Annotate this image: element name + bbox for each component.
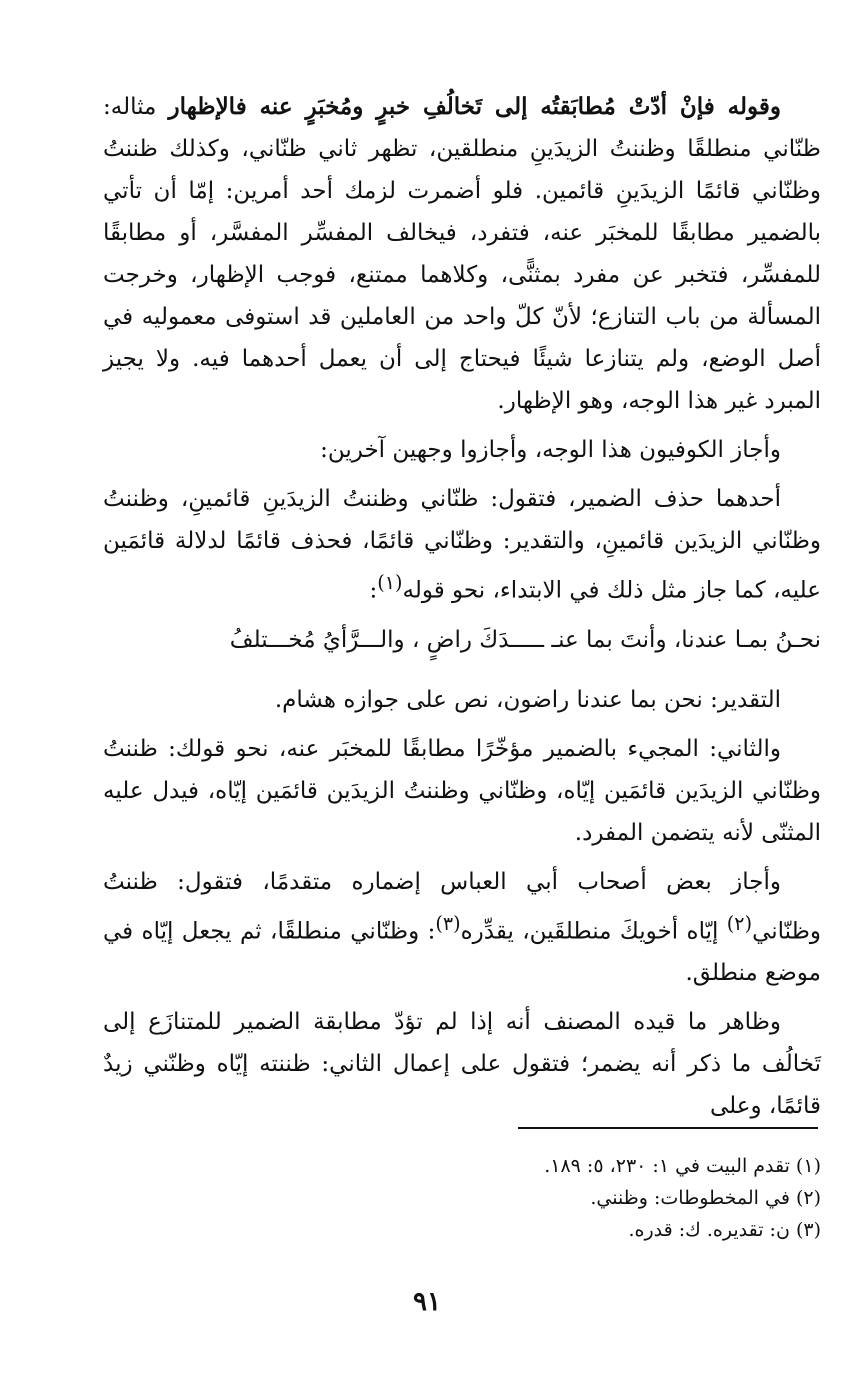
paragraph-text: إيّاه أخويكَ منطلقَين، يقدِّره [460, 918, 727, 945]
quoted-matn: وقوله فإنْ أدّتْ مُطابَقتُه إلى تَخالُفِ خبرٍ ومُخبَرٍ عنه فالإظهار [168, 93, 781, 120]
paragraph-text: وأجاز بعض أصحاب أبي العباس إضماره متقدمًا، فتقول: ظننتُ وظنّاني [103, 868, 821, 945]
paragraph-text: وأجاز الكوفيون هذا الوجه، وأجازوا وجهين آخرين: [320, 437, 781, 463]
paragraph-3 [103, 478, 821, 612]
footnote-3: (٣) ن: تقديره. ك: قدره. [628, 1219, 821, 1241]
paragraph-4 [103, 679, 821, 721]
footnote-2: (٢) في المخطوطات: وظنني. [590, 1187, 821, 1209]
paragraph-text: وظاهر ما قيده المصنف أنه إذا لم تؤدّ مطابقة الضمير للمتنازَع إلى تَخالُف ما ذكر أنه يضمر؛ فتقول على إعمال الثاني: ظننته إيّاه وظنّني زيدٌ قائمًا، وعلى [103, 1009, 821, 1120]
footnote-1: (١) تقدم البيت في ١: ٢٣٠، ٥: ١٨٩. [544, 1155, 821, 1177]
poem-verse [103, 619, 821, 661]
main-text [103, 86, 821, 1134]
paragraph-5 [103, 728, 821, 854]
paragraph-text: أحدهما حذف الضمير، فتقول: ظنّاني وظننتُ الزيدَينِ قائمينِ، وظننتُ وظنّاني الزيدَين قائمينِ، والتقدير: وظنّاني قائمًا، فحذف قائمًا لدلالة قائمَين عليه، كما جاز مثل ذلك في الابتداء، نحو قوله [103, 486, 821, 604]
footnotes [103, 1150, 821, 1246]
paragraph-1 [103, 86, 821, 422]
paragraph-tail: : [369, 577, 378, 604]
paragraph-text: التقدير: نحن بما عندنا راضون، نص على جوازه هشام. [274, 686, 781, 713]
footnote-divider [518, 1127, 818, 1129]
paragraph-2 [103, 429, 821, 471]
commentary-text: مثاله: ظنّاني منطلقًا وظننتُ الزيدَينِ منطلقين، تظهر ثاني ظنّاني، وكذلك ظننتُ وظنّاني قائمًا الزيدَينِ قائمين. فلو أضمرت لزمك أحد أمرين: إمّا أن تأتي بالضمير مطابقًا للمخبَر عنه، فتفرد، فيخالف المفسِّر المفسَّر، أو مطابقًا للمفسِّر، فتخبر عن مفرد بمثنًّى، وكلاهما ممتنع، فوجب الإظهار، وخرجت المسألة من باب التنازع؛ لأنّ كلّ واحد من العاملين قد استوفى معموليه في أصل الوضع، ولم يتنازعا شيئًا فيحتاج إلى أن يعمل أحدهما فيه. ولا يجيز المبرد غير هذا الوجه، وهو الإظهار. [103, 94, 821, 414]
footnote-ref: (٢) [726, 911, 753, 935]
footnote-ref: (٣) [435, 911, 461, 935]
paragraph-text: : وظنّاني منطلقًا، ثم يجعل إيّاه في موضع منطلق. [103, 918, 821, 987]
verse-line: نحـنُ بمـا عندنا، وأنتَ بما عنـ ـــــدَكَ راضٍ ، والـــرَّأيُ مُخـــتلفُ [229, 626, 821, 653]
paragraph-text: والثاني: المجيء بالضمير مؤخّرًا مطابقًا للمخبَر عنه، نحو قولك: ظننتُ وظنّاني الزيدَين قائمَين إيّاه، وظنّاني وظننتُ الزيدَين قائمَين إيّاه، فيدل عليه المثنّى لأنه يتضمن المفرد. [103, 735, 821, 846]
page-number: ٩١ [413, 1287, 441, 1317]
footnote-ref: (١) [377, 571, 403, 594]
paragraph-6 [103, 861, 821, 995]
paragraph-7 [103, 1001, 821, 1127]
